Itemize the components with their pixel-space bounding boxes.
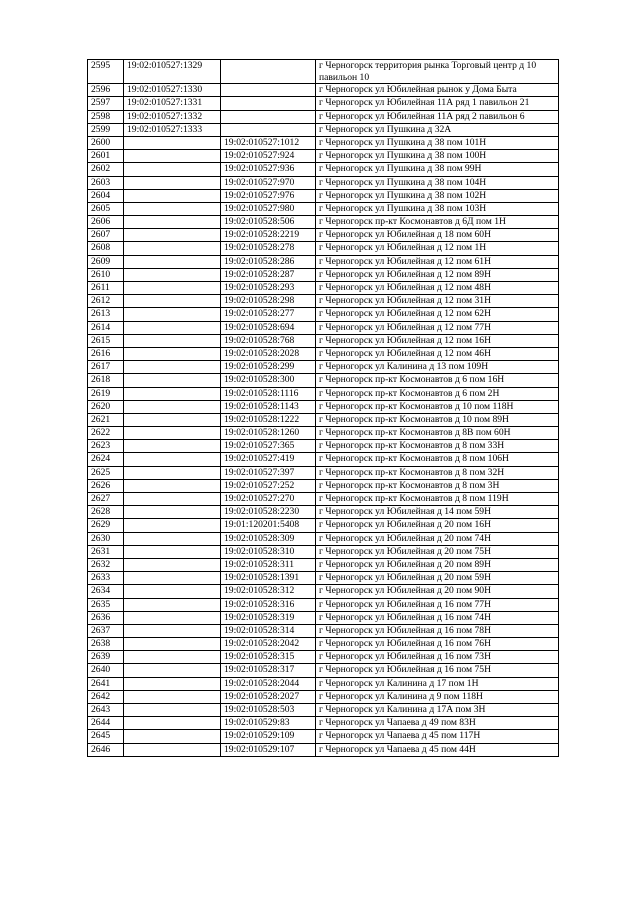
new-cadastral-number-cell: 19:02:010528:1222 <box>221 413 316 426</box>
old-cadastral-number-cell <box>124 282 221 295</box>
new-cadastral-number-cell: 19:02:010528:286 <box>221 255 316 268</box>
new-cadastral-number-cell: 19:02:010528:2042 <box>221 638 316 651</box>
row-number-cell: 2624 <box>88 453 124 466</box>
row-number-cell: 2601 <box>88 150 124 163</box>
address-cell: г Черногорск пр-кт Космонавтов д 8 пом 32Н <box>316 466 559 479</box>
address-cell: г Черногорск ул Юбилейная д 16 пом 77Н <box>316 598 559 611</box>
row-number-cell: 2630 <box>88 532 124 545</box>
table-row <box>88 150 559 163</box>
table-row <box>88 242 559 255</box>
row-number-cell: 2598 <box>88 110 124 123</box>
old-cadastral-number-cell <box>124 585 221 598</box>
old-cadastral-number-cell <box>124 150 221 163</box>
address-cell: г Черногорск ул Юбилейная д 12 пом 46Н <box>316 347 559 360</box>
table-row <box>88 60 559 84</box>
address-cell: г Черногорск пр-кт Космонавтов д 6 пом 16Н <box>316 374 559 387</box>
new-cadastral-number-cell: 19:02:010528:287 <box>221 268 316 281</box>
row-number-cell: 2612 <box>88 295 124 308</box>
address-cell: г Черногорск пр-кт Космонавтов д 6 пом 2Н <box>316 387 559 400</box>
registry-table-body <box>88 60 559 757</box>
new-cadastral-number-cell: 19:02:010528:300 <box>221 374 316 387</box>
row-number-cell: 2603 <box>88 176 124 189</box>
old-cadastral-number-cell <box>124 598 221 611</box>
address-cell: г Черногорск ул Чапаева д 45 пом 44Н <box>316 743 559 756</box>
row-number-cell: 2611 <box>88 282 124 295</box>
address-cell: г Черногорск ул Юбилейная д 16 пом 76Н <box>316 638 559 651</box>
old-cadastral-number-cell <box>124 440 221 453</box>
old-cadastral-number-cell <box>124 334 221 347</box>
new-cadastral-number-cell: 19:02:010528:312 <box>221 585 316 598</box>
address-cell: г Черногорск ул Юбилейная д 20 пом 59Н <box>316 572 559 585</box>
row-number-cell: 2623 <box>88 440 124 453</box>
old-cadastral-number-cell <box>124 229 221 242</box>
row-number-cell: 2628 <box>88 506 124 519</box>
new-cadastral-number-cell: 19:02:010528:2230 <box>221 506 316 519</box>
table-row <box>88 624 559 637</box>
new-cadastral-number-cell: 19:01:120201:5408 <box>221 519 316 532</box>
old-cadastral-number-cell <box>124 400 221 413</box>
table-row <box>88 598 559 611</box>
table-row <box>88 440 559 453</box>
new-cadastral-number-cell: 19:02:010528:299 <box>221 361 316 374</box>
new-cadastral-number-cell: 19:02:010527:252 <box>221 479 316 492</box>
table-row <box>88 532 559 545</box>
row-number-cell: 2606 <box>88 216 124 229</box>
table-row <box>88 321 559 334</box>
old-cadastral-number-cell <box>124 690 221 703</box>
row-number-cell: 2632 <box>88 558 124 571</box>
row-number-cell: 2627 <box>88 493 124 506</box>
table-row <box>88 136 559 149</box>
row-number-cell: 2619 <box>88 387 124 400</box>
table-row <box>88 466 559 479</box>
old-cadastral-number-cell <box>124 202 221 215</box>
old-cadastral-number-cell <box>124 321 221 334</box>
table-row <box>88 427 559 440</box>
old-cadastral-number-cell: 19:02:010527:1333 <box>124 123 221 136</box>
new-cadastral-number-cell <box>221 84 316 97</box>
row-number-cell: 2633 <box>88 572 124 585</box>
old-cadastral-number-cell <box>124 189 221 202</box>
row-number-cell: 2620 <box>88 400 124 413</box>
new-cadastral-number-cell: 19:02:010528:503 <box>221 704 316 717</box>
table-row <box>88 743 559 756</box>
old-cadastral-number-cell <box>124 427 221 440</box>
new-cadastral-number-cell: 19:02:010528:310 <box>221 545 316 558</box>
table-row <box>88 374 559 387</box>
table-row <box>88 97 559 110</box>
address-cell: г Черногорск ул Калинина д 17А пом 3Н <box>316 704 559 717</box>
table-row <box>88 664 559 677</box>
new-cadastral-number-cell: 19:02:010528:309 <box>221 532 316 545</box>
address-cell: г Черногорск пр-кт Космонавтов д 8 пом 33Н <box>316 440 559 453</box>
new-cadastral-number-cell: 19:02:010528:316 <box>221 598 316 611</box>
table-row <box>88 334 559 347</box>
row-number-cell: 2629 <box>88 519 124 532</box>
new-cadastral-number-cell: 19:02:010528:768 <box>221 334 316 347</box>
address-cell: г Черногорск ул Пушкина д 38 пом 101Н <box>316 136 559 149</box>
new-cadastral-number-cell: 19:02:010528:314 <box>221 624 316 637</box>
table-row <box>88 347 559 360</box>
table-row <box>88 282 559 295</box>
old-cadastral-number-cell <box>124 255 221 268</box>
row-number-cell: 2644 <box>88 717 124 730</box>
row-number-cell: 2616 <box>88 347 124 360</box>
old-cadastral-number-cell <box>124 572 221 585</box>
row-number-cell: 2597 <box>88 97 124 110</box>
new-cadastral-number-cell: 19:02:010528:2219 <box>221 229 316 242</box>
table-row <box>88 651 559 664</box>
table-row <box>88 717 559 730</box>
new-cadastral-number-cell <box>221 110 316 123</box>
address-cell: г Черногорск ул Юбилейная д 12 пом 89Н <box>316 268 559 281</box>
new-cadastral-number-cell: 19:02:010529:83 <box>221 717 316 730</box>
old-cadastral-number-cell: 19:02:010527:1330 <box>124 84 221 97</box>
old-cadastral-number-cell <box>124 611 221 624</box>
old-cadastral-number-cell <box>124 136 221 149</box>
old-cadastral-number-cell <box>124 479 221 492</box>
new-cadastral-number-cell: 19:02:010528:1143 <box>221 400 316 413</box>
address-cell: г Черногорск пр-кт Космонавтов д 6Д пом 1Н <box>316 216 559 229</box>
old-cadastral-number-cell <box>124 664 221 677</box>
address-cell: г Черногорск пр-кт Космонавтов д 8 пом 3Н <box>316 479 559 492</box>
old-cadastral-number-cell <box>124 506 221 519</box>
address-cell: г Черногорск ул Пушкина д 38 пом 104Н <box>316 176 559 189</box>
old-cadastral-number-cell: 19:02:010527:1329 <box>124 60 221 84</box>
new-cadastral-number-cell: 19:02:010527:936 <box>221 163 316 176</box>
old-cadastral-number-cell <box>124 466 221 479</box>
address-cell: г Черногорск ул Юбилейная д 18 пом 60Н <box>316 229 559 242</box>
table-row <box>88 268 559 281</box>
table-row <box>88 704 559 717</box>
table-row <box>88 229 559 242</box>
address-cell: г Черногорск территория рынка Торговый центр д 10 павильон 10 <box>316 60 559 84</box>
table-row <box>88 308 559 321</box>
old-cadastral-number-cell <box>124 624 221 637</box>
registry-table <box>87 59 559 757</box>
address-cell: г Черногорск ул Юбилейная 11А ряд 1 павильон 21 <box>316 97 559 110</box>
table-row <box>88 493 559 506</box>
old-cadastral-number-cell <box>124 493 221 506</box>
old-cadastral-number-cell <box>124 347 221 360</box>
old-cadastral-number-cell <box>124 361 221 374</box>
new-cadastral-number-cell: 19:02:010527:970 <box>221 176 316 189</box>
row-number-cell: 2636 <box>88 611 124 624</box>
old-cadastral-number-cell <box>124 176 221 189</box>
new-cadastral-number-cell: 19:02:010527:980 <box>221 202 316 215</box>
address-cell: г Черногорск пр-кт Космонавтов д 8 пом 119Н <box>316 493 559 506</box>
table-row <box>88 519 559 532</box>
address-cell: г Черногорск ул Юбилейная д 16 пом 78Н <box>316 624 559 637</box>
new-cadastral-number-cell: 19:02:010528:315 <box>221 651 316 664</box>
address-cell: г Черногорск пр-кт Космонавтов д 10 пом 118Н <box>316 400 559 413</box>
address-cell: г Черногорск ул Калинина д 17 пом 1Н <box>316 677 559 690</box>
address-cell: г Черногорск ул Юбилейная д 12 пом 62Н <box>316 308 559 321</box>
new-cadastral-number-cell: 19:02:010528:298 <box>221 295 316 308</box>
address-cell: г Черногорск ул Юбилейная рынок у Дома Быта <box>316 84 559 97</box>
new-cadastral-number-cell: 19:02:010528:1391 <box>221 572 316 585</box>
address-cell: г Черногорск ул Юбилейная д 14 пом 59Н <box>316 506 559 519</box>
address-cell: г Черногорск ул Калинина д 9 пом 118Н <box>316 690 559 703</box>
address-cell: г Черногорск пр-кт Космонавтов д 10 пом 89Н <box>316 413 559 426</box>
address-cell: г Черногорск ул Юбилейная д 12 пом 61Н <box>316 255 559 268</box>
table-row <box>88 189 559 202</box>
table-row <box>88 400 559 413</box>
new-cadastral-number-cell: 19:02:010527:419 <box>221 453 316 466</box>
address-cell: г Черногорск ул Юбилейная д 12 пом 48Н <box>316 282 559 295</box>
address-cell: г Черногорск ул Пушкина д 32А <box>316 123 559 136</box>
old-cadastral-number-cell <box>124 268 221 281</box>
row-number-cell: 2642 <box>88 690 124 703</box>
old-cadastral-number-cell: 19:02:010527:1332 <box>124 110 221 123</box>
row-number-cell: 2595 <box>88 60 124 84</box>
row-number-cell: 2639 <box>88 651 124 664</box>
row-number-cell: 2614 <box>88 321 124 334</box>
row-number-cell: 2602 <box>88 163 124 176</box>
table-row <box>88 479 559 492</box>
address-cell: г Черногорск ул Калинина д 13 пом 109Н <box>316 361 559 374</box>
address-cell: г Черногорск ул Юбилейная д 12 пом 16Н <box>316 334 559 347</box>
old-cadastral-number-cell <box>124 295 221 308</box>
table-row <box>88 123 559 136</box>
row-number-cell: 2615 <box>88 334 124 347</box>
old-cadastral-number-cell <box>124 704 221 717</box>
table-row <box>88 730 559 743</box>
old-cadastral-number-cell <box>124 638 221 651</box>
new-cadastral-number-cell: 19:02:010528:319 <box>221 611 316 624</box>
address-cell: г Черногорск ул Юбилейная д 12 пом 1Н <box>316 242 559 255</box>
row-number-cell: 2608 <box>88 242 124 255</box>
new-cadastral-number-cell: 19:02:010527:270 <box>221 493 316 506</box>
row-number-cell: 2641 <box>88 677 124 690</box>
row-number-cell: 2621 <box>88 413 124 426</box>
old-cadastral-number-cell <box>124 651 221 664</box>
old-cadastral-number-cell <box>124 374 221 387</box>
table-row <box>88 545 559 558</box>
old-cadastral-number-cell <box>124 743 221 756</box>
old-cadastral-number-cell <box>124 308 221 321</box>
table-row <box>88 176 559 189</box>
address-cell: г Черногорск ул Пушкина д 38 пом 103Н <box>316 202 559 215</box>
new-cadastral-number-cell: 19:02:010527:924 <box>221 150 316 163</box>
table-row <box>88 295 559 308</box>
row-number-cell: 2605 <box>88 202 124 215</box>
table-row <box>88 202 559 215</box>
old-cadastral-number-cell <box>124 413 221 426</box>
row-number-cell: 2622 <box>88 427 124 440</box>
address-cell: г Черногорск ул Пушкина д 38 пом 100Н <box>316 150 559 163</box>
new-cadastral-number-cell: 19:02:010528:2028 <box>221 347 316 360</box>
row-number-cell: 2638 <box>88 638 124 651</box>
new-cadastral-number-cell <box>221 123 316 136</box>
old-cadastral-number-cell <box>124 519 221 532</box>
row-number-cell: 2617 <box>88 361 124 374</box>
table-row <box>88 453 559 466</box>
old-cadastral-number-cell <box>124 677 221 690</box>
row-number-cell: 2645 <box>88 730 124 743</box>
old-cadastral-number-cell <box>124 242 221 255</box>
new-cadastral-number-cell: 19:02:010528:317 <box>221 664 316 677</box>
old-cadastral-number-cell <box>124 730 221 743</box>
table-row <box>88 572 559 585</box>
row-number-cell: 2600 <box>88 136 124 149</box>
address-cell: г Черногорск ул Юбилейная д 20 пом 16Н <box>316 519 559 532</box>
table-row <box>88 677 559 690</box>
new-cadastral-number-cell: 19:02:010528:1116 <box>221 387 316 400</box>
row-number-cell: 2610 <box>88 268 124 281</box>
row-number-cell: 2643 <box>88 704 124 717</box>
address-cell: г Черногорск ул Юбилейная д 20 пом 75Н <box>316 545 559 558</box>
table-row <box>88 387 559 400</box>
address-cell: г Черногорск ул Юбилейная д 16 пом 75Н <box>316 664 559 677</box>
old-cadastral-number-cell <box>124 453 221 466</box>
old-cadastral-number-cell <box>124 387 221 400</box>
table-row <box>88 216 559 229</box>
table-row <box>88 585 559 598</box>
new-cadastral-number-cell: 19:02:010528:506 <box>221 216 316 229</box>
row-number-cell: 2646 <box>88 743 124 756</box>
table-row <box>88 690 559 703</box>
row-number-cell: 2618 <box>88 374 124 387</box>
old-cadastral-number-cell <box>124 717 221 730</box>
address-cell: г Черногорск пр-кт Космонавтов д 8В пом 60Н <box>316 427 559 440</box>
address-cell: г Черногорск ул Юбилейная д 20 пом 74Н <box>316 532 559 545</box>
row-number-cell: 2596 <box>88 84 124 97</box>
row-number-cell: 2626 <box>88 479 124 492</box>
row-number-cell: 2637 <box>88 624 124 637</box>
address-cell: г Черногорск пр-кт Космонавтов д 8 пом 106Н <box>316 453 559 466</box>
address-cell: г Черногорск ул Чапаева д 45 пом 117Н <box>316 730 559 743</box>
new-cadastral-number-cell: 19:02:010528:694 <box>221 321 316 334</box>
table-row <box>88 638 559 651</box>
table-row <box>88 506 559 519</box>
address-cell: г Черногорск ул Юбилейная д 20 пом 89Н <box>316 558 559 571</box>
row-number-cell: 2607 <box>88 229 124 242</box>
new-cadastral-number-cell: 19:02:010528:277 <box>221 308 316 321</box>
address-cell: г Черногорск ул Юбилейная д 16 пом 74Н <box>316 611 559 624</box>
new-cadastral-number-cell <box>221 60 316 84</box>
table-row <box>88 255 559 268</box>
table-row <box>88 84 559 97</box>
address-cell: г Черногорск ул Пушкина д 38 пом 102Н <box>316 189 559 202</box>
row-number-cell: 2634 <box>88 585 124 598</box>
address-cell: г Черногорск ул Юбилейная 11А ряд 2 павильон 6 <box>316 110 559 123</box>
address-cell: г Черногорск ул Юбилейная д 12 пом 31Н <box>316 295 559 308</box>
new-cadastral-number-cell: 19:02:010527:1012 <box>221 136 316 149</box>
address-cell: г Черногорск ул Юбилейная д 20 пом 90Н <box>316 585 559 598</box>
table-row <box>88 413 559 426</box>
new-cadastral-number-cell: 19:02:010527:365 <box>221 440 316 453</box>
new-cadastral-number-cell: 19:02:010529:109 <box>221 730 316 743</box>
new-cadastral-number-cell: 19:02:010528:293 <box>221 282 316 295</box>
row-number-cell: 2625 <box>88 466 124 479</box>
new-cadastral-number-cell: 19:02:010529:107 <box>221 743 316 756</box>
row-number-cell: 2631 <box>88 545 124 558</box>
address-cell: г Черногорск ул Пушкина д 38 пом 99Н <box>316 163 559 176</box>
table-row <box>88 558 559 571</box>
table-row <box>88 361 559 374</box>
new-cadastral-number-cell: 19:02:010528:2027 <box>221 690 316 703</box>
table-row <box>88 110 559 123</box>
new-cadastral-number-cell: 19:02:010528:311 <box>221 558 316 571</box>
row-number-cell: 2609 <box>88 255 124 268</box>
old-cadastral-number-cell <box>124 163 221 176</box>
row-number-cell: 2599 <box>88 123 124 136</box>
row-number-cell: 2604 <box>88 189 124 202</box>
old-cadastral-number-cell <box>124 558 221 571</box>
row-number-cell: 2635 <box>88 598 124 611</box>
old-cadastral-number-cell <box>124 216 221 229</box>
new-cadastral-number-cell: 19:02:010528:1260 <box>221 427 316 440</box>
address-cell: г Черногорск ул Юбилейная д 12 пом 77Н <box>316 321 559 334</box>
new-cadastral-number-cell: 19:02:010527:397 <box>221 466 316 479</box>
row-number-cell: 2613 <box>88 308 124 321</box>
row-number-cell: 2640 <box>88 664 124 677</box>
address-cell: г Черногорск ул Юбилейная д 16 пом 73Н <box>316 651 559 664</box>
table-row <box>88 611 559 624</box>
old-cadastral-number-cell: 19:02:010527:1331 <box>124 97 221 110</box>
table-row <box>88 163 559 176</box>
new-cadastral-number-cell: 19:02:010527:976 <box>221 189 316 202</box>
address-cell: г Черногорск ул Чапаева д 49 пом 83Н <box>316 717 559 730</box>
old-cadastral-number-cell <box>124 532 221 545</box>
old-cadastral-number-cell <box>124 545 221 558</box>
new-cadastral-number-cell: 19:02:010528:278 <box>221 242 316 255</box>
new-cadastral-number-cell: 19:02:010528:2044 <box>221 677 316 690</box>
new-cadastral-number-cell <box>221 97 316 110</box>
